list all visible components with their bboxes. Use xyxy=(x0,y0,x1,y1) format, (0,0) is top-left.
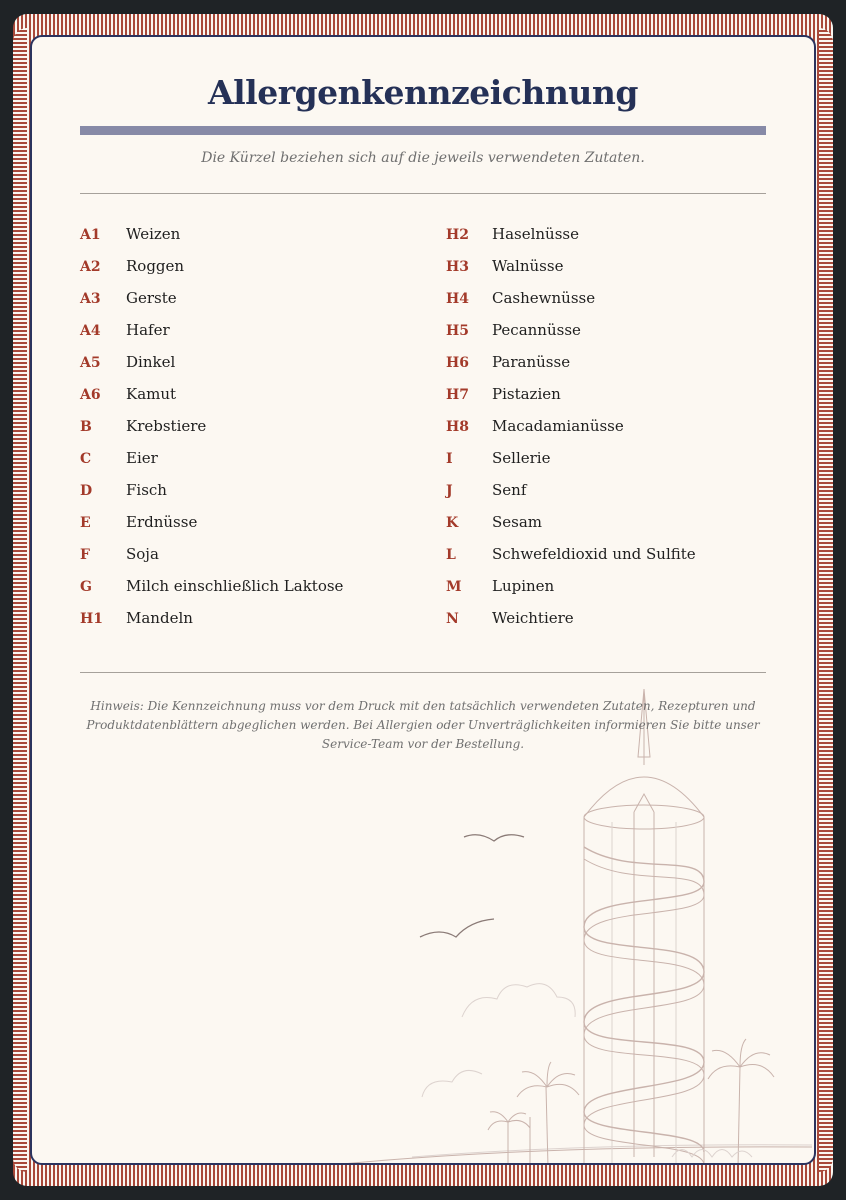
allergen-code: H3 xyxy=(446,259,469,275)
allergen-name: Macadamianüsse xyxy=(492,417,624,435)
page-frame xyxy=(13,14,833,1186)
allergen-name: Walnüsse xyxy=(492,257,564,275)
allergen-item xyxy=(80,513,420,545)
footnote: Hinweis: Die Kennzeichnung muss vor dem Druck mit den tatsächlich verwendeten Zutaten, Rezepturen und Produktdatenblättern abgeglichen werden. Bei Allergien oder Unverträglichkeiten informieren Sie bitte unser Service-Team vor der Bestellung. xyxy=(86,699,760,751)
allergen-item xyxy=(80,289,420,321)
allergen-code: B xyxy=(80,419,92,435)
allergen-name: Erdnüsse xyxy=(126,513,198,531)
allergen-name: Soja xyxy=(126,545,159,563)
allergen-item xyxy=(80,545,420,577)
allergen-item xyxy=(80,577,420,609)
allergen-code: A5 xyxy=(80,355,101,371)
allergen-code: N xyxy=(446,611,459,627)
allergen-item xyxy=(80,225,420,257)
title-underline xyxy=(80,126,766,135)
allergen-name: Pecannüsse xyxy=(492,321,581,339)
allergen-item xyxy=(446,417,786,449)
allergen-name: Cashewnüsse xyxy=(492,289,596,307)
allergen-item xyxy=(446,353,786,385)
frame-edge-right xyxy=(819,28,833,1172)
allergen-code: C xyxy=(80,451,92,467)
allergen-name: Sellerie xyxy=(492,449,551,467)
allergen-code: H2 xyxy=(446,227,469,243)
subtitle: Die Kürzel beziehen sich auf die jeweils verwendeten Zutaten. xyxy=(201,150,645,166)
allergen-name: Weizen xyxy=(126,225,181,243)
allergen-code: A6 xyxy=(80,387,101,403)
allergen-name: Mandeln xyxy=(126,609,193,627)
allergen-item xyxy=(80,481,420,513)
allergen-list-right xyxy=(446,225,786,641)
allergen-code: A2 xyxy=(80,259,101,275)
allergen-code: I xyxy=(446,451,453,467)
allergen-name: Krebstiere xyxy=(126,417,207,435)
frame-edge-left xyxy=(13,28,27,1172)
allergen-card xyxy=(30,35,816,1165)
allergen-code: G xyxy=(80,579,92,595)
allergen-item xyxy=(446,257,786,289)
allergen-name: Pistazien xyxy=(492,385,561,403)
allergen-name: Kamut xyxy=(126,385,177,403)
allergen-code: H8 xyxy=(446,419,469,435)
allergen-item xyxy=(446,385,786,417)
allergen-name: Eier xyxy=(126,449,158,467)
allergen-item xyxy=(446,513,786,545)
allergen-list-left xyxy=(80,225,420,641)
allergen-name: Fisch xyxy=(126,481,167,499)
allergen-name: Haselnüsse xyxy=(492,225,579,243)
allergen-item xyxy=(80,417,420,449)
allergen-code: H4 xyxy=(446,291,469,307)
allergen-code: A1 xyxy=(80,227,101,243)
allergen-code: H1 xyxy=(80,611,103,627)
allergen-item xyxy=(80,385,420,417)
allergen-name: Lupinen xyxy=(492,577,555,595)
allergen-item xyxy=(446,577,786,609)
allergen-name: Weichtiere xyxy=(492,609,574,627)
allergen-code: H5 xyxy=(446,323,469,339)
allergen-name: Schwefeldioxid und Sulfite xyxy=(492,545,696,563)
divider-top xyxy=(80,193,766,194)
allergen-item xyxy=(446,449,786,481)
allergen-name: Senf xyxy=(492,481,527,499)
allergen-code: F xyxy=(80,547,90,563)
allergen-code: J xyxy=(446,483,453,499)
allergen-item xyxy=(80,257,420,289)
allergen-name: Dinkel xyxy=(126,353,176,371)
allergen-code: H7 xyxy=(446,387,469,403)
allergen-item xyxy=(80,321,420,353)
allergen-name: Hafer xyxy=(126,321,170,339)
allergen-item xyxy=(446,321,786,353)
allergen-item xyxy=(446,481,786,513)
allergen-item xyxy=(446,289,786,321)
page-title: Allergenkennzeichnung xyxy=(208,73,638,112)
allergen-code: E xyxy=(80,515,91,531)
allergen-code: M xyxy=(446,579,462,595)
allergen-item xyxy=(446,225,786,257)
allergen-code: A3 xyxy=(80,291,101,307)
allergen-name: Milch einschließlich Laktose xyxy=(126,577,344,595)
allergen-code: A4 xyxy=(80,323,101,339)
allergen-name: Gerste xyxy=(126,289,177,307)
allergen-code: L xyxy=(446,547,456,563)
allergen-item xyxy=(80,449,420,481)
allergen-code: D xyxy=(80,483,93,499)
allergen-item xyxy=(80,353,420,385)
allergen-code: K xyxy=(446,515,459,531)
allergen-code: H6 xyxy=(446,355,469,371)
allergen-name: Roggen xyxy=(126,257,185,275)
allergen-name: Sesam xyxy=(492,513,543,531)
allergen-name: Paranüsse xyxy=(492,353,571,371)
allergen-item xyxy=(446,545,786,577)
